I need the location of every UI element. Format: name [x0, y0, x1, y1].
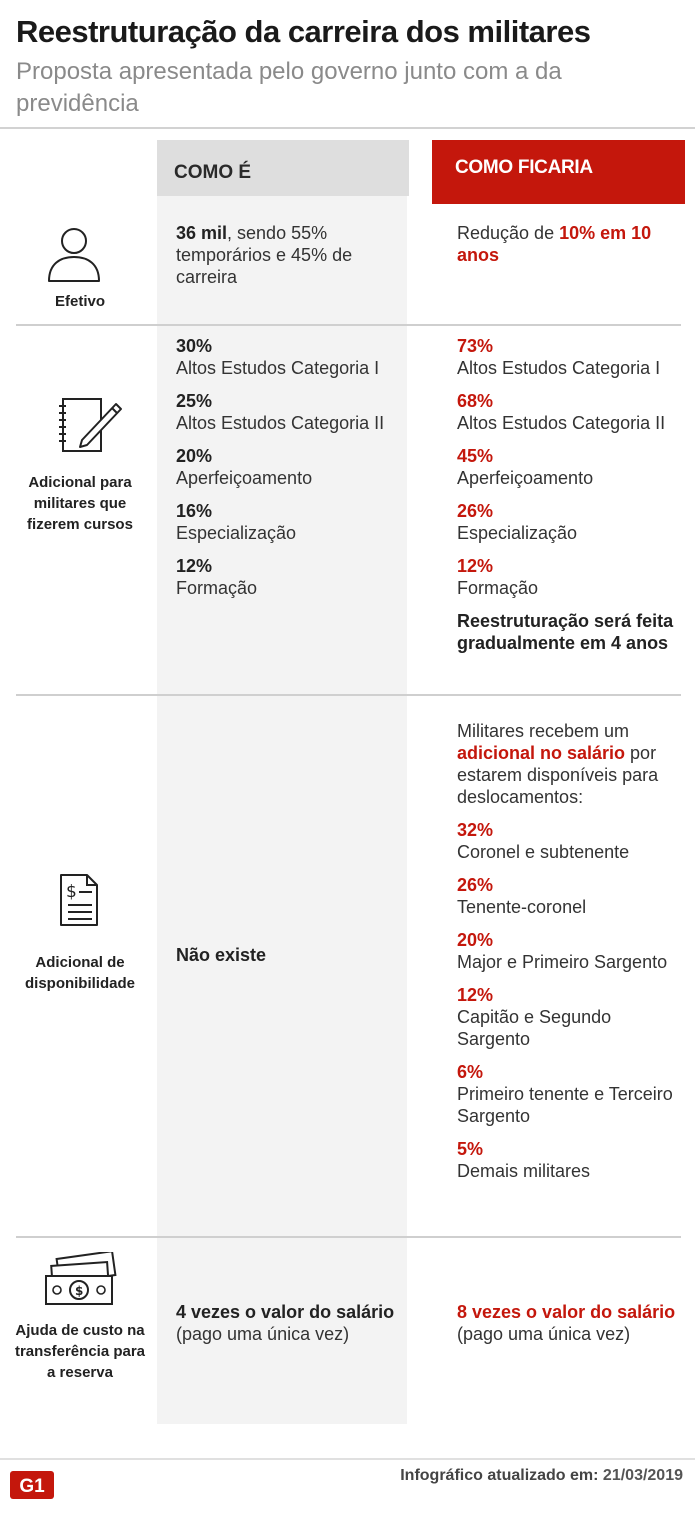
- cursos-proposed-list: [457, 335, 685, 654]
- money-bills-icon: [42, 1252, 118, 1310]
- cursos-current-list: [176, 335, 398, 610]
- column-header-proposed: [432, 140, 685, 204]
- cursos-proposed-note: Reestruturação será feita gradualmente em 4 anos: [457, 611, 674, 653]
- footer-divider: [0, 1458, 695, 1460]
- column-header-proposed-label: COMO FICARIA: [455, 157, 593, 178]
- efetivo-current-detail: , sendo 55% temporários e 45% de carreira: [176, 223, 353, 287]
- row-divider: [16, 324, 681, 326]
- list-item: 20% Aperfeiçoamento: [176, 446, 313, 488]
- efetivo-proposed-prefix: Redução de: [457, 223, 560, 243]
- page-subtitle: Proposta apresentada pelo governo junto com a da previdência: [16, 58, 562, 117]
- ajuda-current-value: 4 vezes o valor do salário: [176, 1302, 395, 1322]
- row-label-cursos: Adicional para militares que fizerem cursos: [27, 474, 133, 533]
- list-item: 30% Altos Estudos Categoria I: [176, 336, 380, 378]
- page-title: Reestruturação da carreira dos militares: [16, 14, 591, 49]
- efetivo-current: [176, 222, 398, 288]
- person-icon: [46, 226, 102, 284]
- list-item: 73% Altos Estudos Categoria I: [457, 336, 661, 378]
- notebook-pencil-icon: [56, 396, 124, 456]
- list-item: 25% Altos Estudos Categoria II: [176, 391, 385, 433]
- row-label-disponibilidade: Adicional de disponibilidade: [24, 954, 135, 992]
- footer-date: 21/03/2019: [602, 1467, 683, 1484]
- list-item: 16% Especialização: [176, 501, 297, 543]
- efetivo-proposed: [457, 222, 685, 266]
- list-item: 26% Especialização: [457, 501, 578, 543]
- ajuda-current-note: (pago uma única vez): [176, 1324, 350, 1344]
- row-divider: [16, 1236, 681, 1238]
- ajuda-proposed-note: (pago uma única vez): [457, 1324, 631, 1344]
- svg-text:$: $: [66, 882, 77, 902]
- header-divider: [0, 127, 695, 129]
- list-item: 45% Aperfeiçoamento: [457, 446, 594, 488]
- column-header-current: [157, 140, 409, 196]
- svg-text:G1: G1: [19, 1476, 45, 1497]
- efetivo-proposed-highlight: 10% em 10 anos: [457, 223, 652, 265]
- ajuda-current: [176, 1301, 398, 1345]
- disponibilidade-intro-highlight: adicional no salário: [457, 743, 626, 763]
- efetivo-current-value: 36 mil: [176, 223, 228, 243]
- footer-updated: Infográfico atualizado em: 21/03/2019: [400, 1467, 683, 1484]
- disponibilidade-proposed: [457, 720, 685, 1193]
- list-item: 12% Formação: [457, 556, 539, 598]
- disponibilidade-intro: Militares recebem um adicional no salário por estarem disponíveis para deslocamentos:: [457, 721, 659, 807]
- column-header-current-label: COMO É: [174, 162, 252, 183]
- svg-text:$: $: [75, 1284, 84, 1298]
- list-item: 12% Capitão e Segundo Sargento: [457, 985, 612, 1049]
- disponibilidade-current: Não existe: [176, 945, 267, 965]
- row-label-ajuda: Ajuda de custo na transferência para a reserva: [14, 1322, 146, 1381]
- ajuda-proposed: [457, 1301, 685, 1345]
- list-item: 12% Formação: [176, 556, 258, 598]
- row-label-efetivo: Efetivo: [54, 293, 105, 310]
- list-item: 6% Primeiro tenente e Terceiro Sargento: [457, 1062, 673, 1126]
- list-item: 26% Tenente-coronel: [457, 875, 587, 917]
- ajuda-proposed-value: 8 vezes o valor do salário: [457, 1302, 676, 1322]
- list-item: 68% Altos Estudos Categoria II: [457, 391, 666, 433]
- row-divider: [16, 694, 681, 696]
- document-dollar-icon: [58, 872, 100, 928]
- list-item: 32% Coronel e subtenente: [457, 820, 630, 862]
- list-item: 5% Demais militares: [457, 1139, 591, 1181]
- g1-logo: [10, 1471, 54, 1499]
- list-item: 20% Major e Primeiro Sargento: [457, 930, 668, 972]
